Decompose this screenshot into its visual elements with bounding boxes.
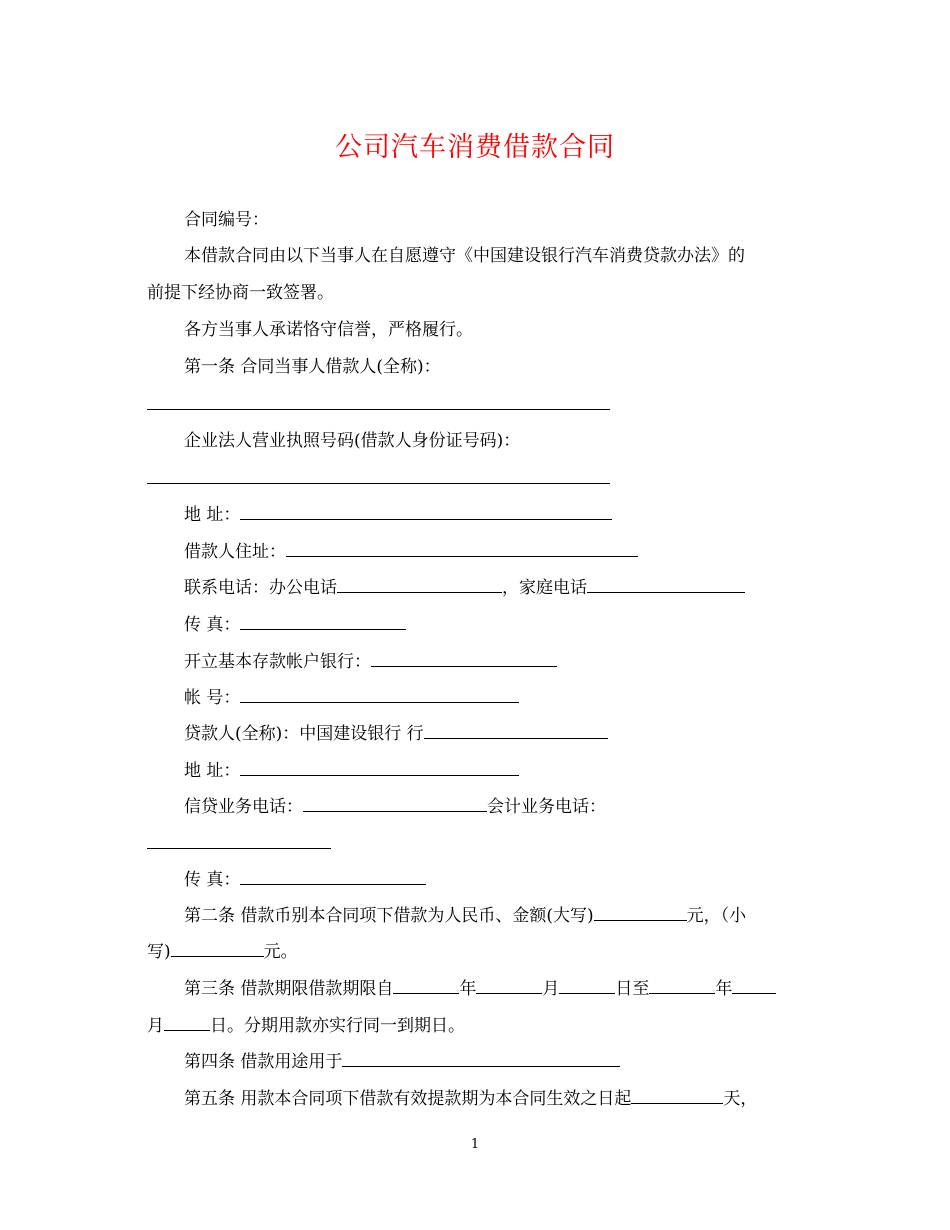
article-3-end-text: 日。分期用款亦实行同一到期日。 — [210, 1016, 465, 1036]
lender-fax-label: 传 真： — [184, 870, 241, 890]
start-day-blank[interactable] — [559, 975, 615, 994]
lender-label: 贷款人(全称)：中国建设银行 行 — [184, 724, 424, 744]
home-phone-label: ，家庭电话 — [502, 578, 587, 598]
document-title: 公司汽车消费借款合同 — [335, 132, 615, 163]
contract-number-line — [184, 207, 844, 233]
office-phone-blank[interactable] — [337, 574, 502, 593]
residence-line — [184, 538, 844, 565]
end-day-blank[interactable] — [164, 1012, 210, 1031]
article-2-text: 第二条 借款币别本合同项下借款为人民币、金额(大写) — [184, 906, 594, 926]
borrower-fax-label: 传 真： — [184, 615, 241, 635]
intro-line-1 — [184, 243, 844, 269]
credit-phone-label: 信贷业务电话： — [184, 797, 303, 817]
bank-label: 开立基本存款帐户银行： — [184, 652, 371, 672]
draw-days-blank[interactable] — [631, 1085, 723, 1104]
borrower-address-blank[interactable] — [240, 501, 612, 520]
article-4-line — [184, 1048, 844, 1075]
lender-address-line — [184, 757, 844, 784]
credit-phone-blank[interactable] — [303, 793, 487, 812]
end-year-blank[interactable] — [649, 975, 715, 994]
article-5-line — [184, 1085, 844, 1112]
borrower-fax-line — [184, 611, 844, 638]
accounting-phone-label: 会计业务电话： — [487, 797, 606, 817]
bank-blank[interactable] — [371, 648, 557, 667]
article-3-line-1 — [184, 975, 844, 1002]
article-4-text: 第四条 借款用途用于 — [184, 1052, 343, 1072]
borrower-name-blank[interactable] — [147, 409, 610, 410]
article-2-yuan-small: 元，（小 — [686, 906, 747, 926]
promise-text: 各方当事人承诺恪守信誉，严格履行。 — [184, 320, 473, 340]
start-day-to-label: 日至 — [615, 979, 650, 999]
start-month-blank[interactable] — [476, 975, 542, 994]
intro-text-1: 本借款合同由以下当事人在自愿遵守《中国建设银行汽车消费贷款办法》的 — [184, 246, 745, 266]
end-month-blank-a[interactable] — [732, 975, 776, 994]
loan-purpose-blank[interactable] — [342, 1048, 620, 1067]
intro-line-2 — [147, 280, 807, 306]
license-number-blank[interactable] — [147, 483, 610, 484]
borrower-address-line — [184, 501, 844, 528]
page-number: 1 — [470, 1137, 480, 1152]
article-1-line — [184, 354, 844, 380]
account-blank[interactable] — [240, 684, 519, 703]
license-text: 企业法人营业执照号码(借款人身份证号码)： — [184, 431, 521, 451]
contract-number-label: 合同编号： — [184, 210, 269, 230]
lender-fax-blank[interactable] — [240, 866, 426, 885]
intro-text-2: 前提下经协商一致签署。 — [147, 283, 334, 303]
lender-branch-blank[interactable] — [424, 720, 608, 739]
business-phone-line — [184, 793, 844, 820]
home-phone-blank[interactable] — [587, 574, 745, 593]
amount-lower-blank[interactable] — [171, 938, 264, 957]
amount-upper-blank[interactable] — [594, 902, 687, 921]
lender-address-blank[interactable] — [240, 757, 519, 776]
article-5-days-label: 天， — [723, 1089, 758, 1109]
start-month-label: 月 — [542, 979, 560, 999]
license-line — [184, 428, 844, 454]
start-year-label: 年 — [459, 979, 477, 999]
residence-label: 借款人住址： — [184, 542, 286, 562]
account-line — [184, 684, 844, 711]
start-year-blank[interactable] — [393, 975, 459, 994]
account-label: 帐 号： — [184, 688, 241, 708]
lender-address-label: 地 址： — [184, 761, 241, 781]
article-2-yuan: 元。 — [263, 942, 298, 962]
article-2-line-2 — [147, 938, 807, 965]
borrower-address-label: 地 址： — [184, 505, 241, 525]
borrower-fax-blank[interactable] — [240, 611, 406, 630]
lender-line — [184, 720, 844, 747]
promise-line — [184, 317, 844, 343]
end-year-label: 年 — [715, 979, 733, 999]
office-phone-label: 联系电话：办公电话 — [184, 578, 337, 598]
article-3-line-2 — [147, 1012, 807, 1039]
phone-line — [184, 574, 844, 601]
end-month-label: 月 — [147, 1016, 164, 1036]
article-1-text: 第一条 合同当事人借款人(全称)： — [184, 357, 441, 377]
article-5-text: 第五条 用款本合同项下借款有效提款期为本合同生效之日起 — [184, 1089, 632, 1109]
article-2-small-label: 写) — [147, 942, 171, 962]
article-3-text: 第三条 借款期限借款期限自 — [184, 979, 394, 999]
residence-blank[interactable] — [286, 538, 638, 557]
article-2-line-1 — [184, 902, 844, 929]
accounting-phone-blank[interactable] — [147, 848, 331, 849]
lender-fax-line — [184, 866, 844, 893]
bank-line — [184, 648, 844, 675]
